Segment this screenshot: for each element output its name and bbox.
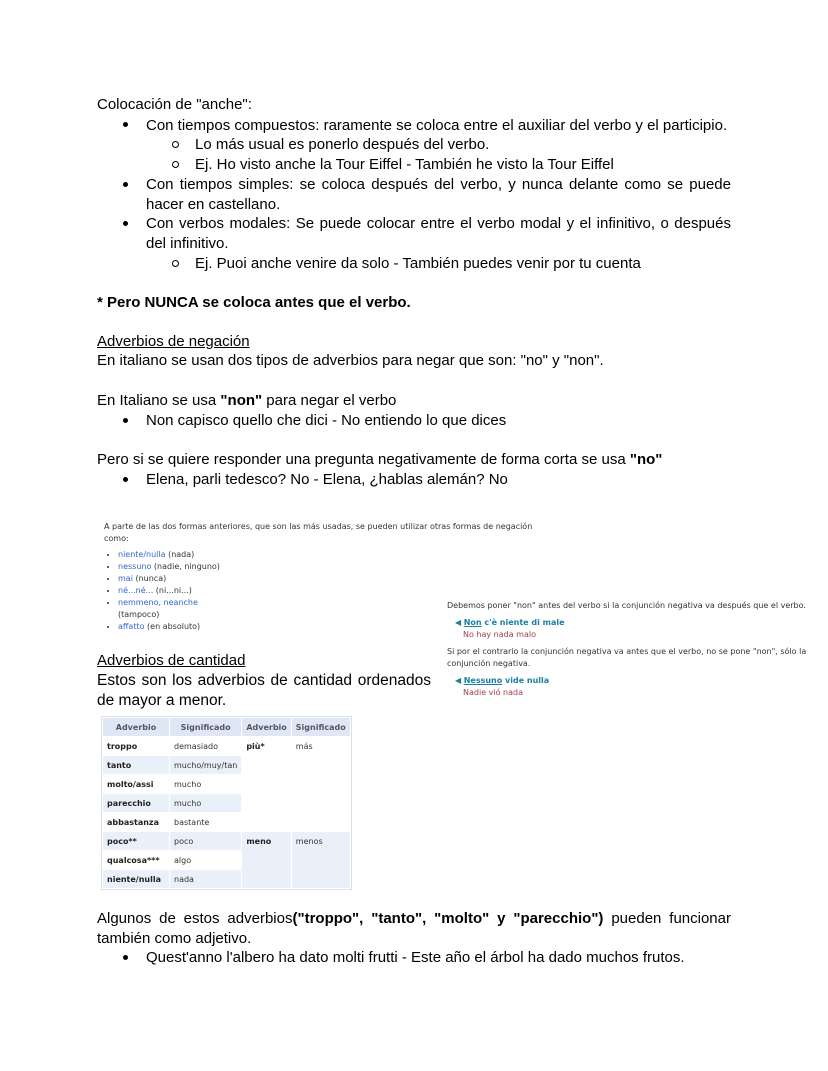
text: Quest'anno l'albero ha dato molti frutti - Este año el árbol ha dado muchos frutos. — [146, 949, 685, 966]
bullet — [123, 477, 128, 482]
negation-item — [118, 573, 554, 585]
column-header: Adverbio — [242, 718, 291, 737]
text: Con verbos modales: Se puede colocar entre el verbo modal y el infinitivo, o después del infinitivo. — [146, 215, 731, 252]
text: Elena, parli tedesco? No - Elena, ¿hablas alemán? No — [146, 471, 508, 488]
meaning: (nada) — [168, 550, 195, 559]
text: Con tiempos compuestos: raramente se coloca entre el auxiliar del verbo y el participio. — [146, 117, 728, 134]
meaning: (en absoluto) — [147, 622, 201, 631]
bullet — [172, 161, 179, 168]
text: Non capisco quello che dici - No entiendo lo que dices — [146, 412, 507, 429]
adverb-cell: qualcosa*** — [103, 851, 170, 870]
column-header: Significado — [291, 718, 350, 737]
adverb-cell: parecchio — [103, 794, 170, 813]
meaning-cell: mucho — [170, 794, 242, 813]
text: Con tiempos simples: se coloca después del verbo, y nunca delante como se puede hacer en castellano. — [146, 176, 731, 213]
bullet — [123, 221, 128, 226]
adverb-cell: molto/assi — [103, 775, 170, 794]
meaning: (ni...ni...) — [155, 586, 192, 595]
translation: Nadie vió nada — [463, 688, 523, 697]
text: Estos son los adverbios de cantidad ordenados de mayor a menor. — [97, 672, 431, 709]
bullet — [123, 418, 128, 423]
meaning-cell: más — [291, 737, 350, 832]
bullet — [172, 260, 179, 267]
meaning-cell: nada — [170, 870, 242, 889]
table-row — [103, 832, 351, 851]
quantity-table — [101, 716, 352, 890]
negation-link[interactable]: nemmeno, neanche — [118, 598, 198, 607]
text — [97, 391, 396, 411]
column-header: Significado — [170, 718, 242, 737]
anche-title: Colocación de "anche": — [97, 96, 252, 113]
negation-item — [118, 585, 554, 597]
example-link[interactable]: Nessuno — [463, 676, 503, 685]
text: A parte de las dos formas anteriores, que son las más usadas, se pueden utilizar otras formas de negación como: — [104, 522, 533, 543]
bold: "non" — [220, 392, 263, 409]
heading-cantidad: Adverbios de cantidad — [97, 652, 246, 669]
bullet — [123, 122, 128, 127]
text: Debemos poner "non" antes del verbo si la conjunción negativa va después que el verbo. — [447, 601, 806, 610]
meaning: (nadie, ninguno) — [153, 562, 220, 571]
example-link[interactable]: Non — [463, 618, 482, 627]
example — [455, 617, 827, 641]
adverb-cell: meno — [242, 832, 291, 889]
speaker-icon[interactable]: ◀ — [455, 676, 462, 685]
heading-negacion: Adverbios de negación — [97, 333, 250, 350]
speaker-icon[interactable]: ◀ — [455, 618, 462, 627]
negation-link[interactable]: né...né... — [118, 586, 154, 595]
translation: No hay nada malo — [463, 630, 536, 639]
negation-item — [118, 549, 554, 561]
text: Algunos de estos adverbios — [97, 910, 293, 927]
meaning: (tampoco) — [118, 610, 160, 619]
text: Ej. Ho visto anche la Tour Eiffel - También he visto la Tour Eiffel — [195, 156, 614, 173]
text: para negar el verbo — [262, 392, 397, 409]
meaning-cell: demasiado — [170, 737, 242, 756]
bold: ("troppo", "tanto", "molto" y "parecchio") — [292, 910, 604, 927]
column-header: Adverbio — [103, 718, 170, 737]
meaning-cell: mucho — [170, 775, 242, 794]
example — [455, 675, 827, 699]
bullet — [123, 182, 128, 187]
bold: "no" — [629, 451, 663, 468]
adverb-cell: tanto — [103, 756, 170, 775]
meaning: (nunca) — [135, 574, 167, 583]
non-usage-image — [447, 600, 827, 699]
text: Lo más usual es ponerlo después del verbo. — [195, 136, 490, 153]
text: Ej. Puoi anche venire da solo - También puedes venir por tu cuenta — [195, 255, 641, 272]
meaning-cell: menos — [291, 832, 350, 889]
meaning-cell: mucho/muy/tan — [170, 756, 242, 775]
text: vide nulla — [502, 676, 550, 685]
text — [97, 909, 731, 949]
adverb-cell: abbastanza — [103, 813, 170, 832]
table-row — [103, 737, 351, 756]
meaning-cell: bastante — [170, 813, 242, 832]
bullet — [172, 141, 179, 148]
bullet — [123, 955, 128, 960]
adverb-cell: niente/nulla — [103, 870, 170, 889]
negation-link[interactable]: affatto — [118, 622, 145, 631]
negation-link[interactable]: nessuno — [118, 562, 152, 571]
meaning-cell: poco — [170, 832, 242, 851]
text: pueden funcionar también como adjetivo. — [97, 910, 731, 947]
table-header — [103, 718, 351, 737]
text: Pero si se quiere responder una pregunta negativamente de forma corta se usa — [97, 451, 630, 468]
negation-link[interactable]: niente/nulla — [118, 550, 166, 559]
meaning-cell: algo — [170, 851, 242, 870]
negation-item — [118, 597, 218, 621]
note: * Pero NUNCA se coloca antes que el verbo. — [97, 294, 411, 311]
text — [97, 450, 662, 470]
adverb-cell: poco** — [103, 832, 170, 851]
text: c'è niente di male — [481, 618, 565, 627]
text: En italiano se usan dos tipos de adverbios para negar que son: "no" y "non". — [97, 352, 604, 369]
text: Si por el contrario la conjunción negativa va antes que el verbo, no se pone "non", sólo la conjunción negativa. — [447, 647, 807, 668]
adverb-cell: troppo — [103, 737, 170, 756]
text: En Italiano se usa — [97, 392, 221, 409]
negation-link[interactable]: mai — [118, 574, 133, 583]
adverb-cell: più* — [242, 737, 291, 832]
negation-item — [118, 561, 554, 573]
